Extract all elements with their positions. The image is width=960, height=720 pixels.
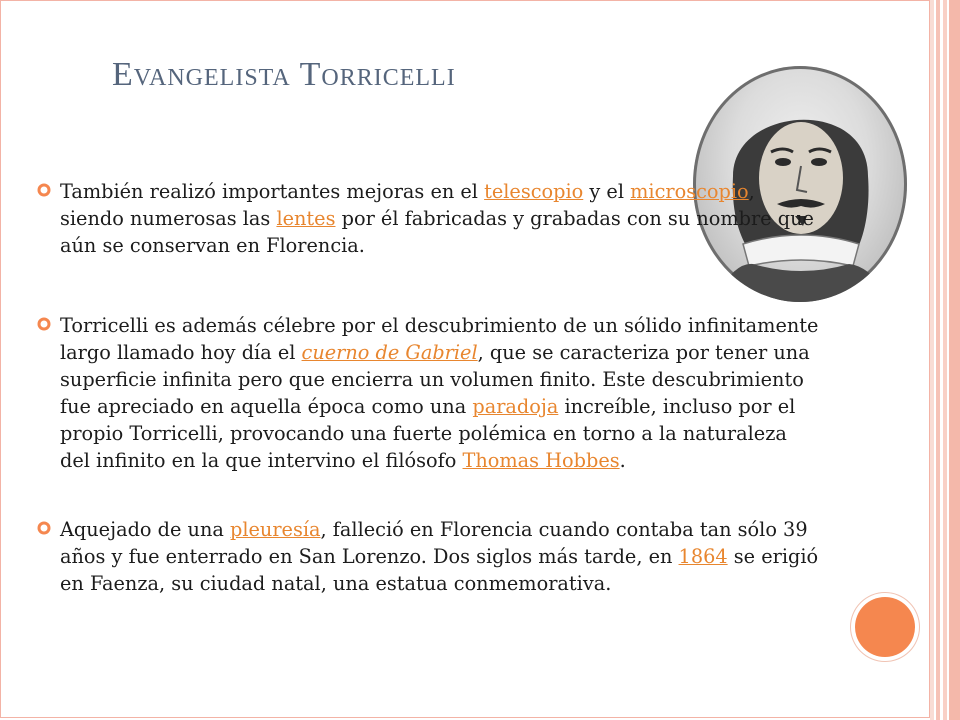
bullet-link[interactable]: lentes — [276, 207, 336, 230]
orange-ring-bullet-icon — [36, 316, 52, 332]
orange-ring-bullet-icon — [36, 182, 52, 198]
bullet-item — [60, 516, 820, 597]
bullet-text: se erigió en Faenza, su ciudad natal, una estatua conmemorativa. — [60, 545, 819, 595]
bullet-link[interactable]: telescopio — [484, 180, 584, 203]
bullet-text: También realizó importantes mejoras en el — [60, 180, 485, 203]
bullet-link[interactable]: paradoja — [472, 395, 559, 418]
orange-circle-decoration — [855, 597, 915, 657]
bullet-item — [60, 178, 820, 259]
bullet-link[interactable]: Thomas Hobbes — [462, 449, 620, 472]
slide-title: Evangelista Torricelli — [112, 56, 456, 93]
bullet-text: Torricelli es además célebre por el descubrimiento de un sólido infinitamente largo llamado hoy día el — [60, 314, 819, 364]
bullet-text: increíble, incluso por el propio Torricelli, provocando una fuerte polémica en torno a la naturaleza del infinito en la que intervino el filósofo — [60, 395, 796, 472]
bullet-link[interactable]: cuerno de Gabriel — [301, 341, 478, 364]
bullet-item — [60, 312, 820, 474]
bullet-text: , que se caracteriza por tener una superficie infinita pero que encierra un volumen finito. Este descubrimiento fue apreciado en aquella época como una — [60, 341, 810, 418]
right-stripes-decoration — [930, 0, 960, 720]
bullet-text: , falleció en Florencia cuando contaba tan sólo 39 años y fue enterrado en San Lorenzo. Dos siglos más tarde, en — [60, 518, 808, 568]
bullet-text: , siendo numerosas las — [60, 180, 755, 230]
bullet-text: y el — [583, 180, 631, 203]
bullet-link[interactable]: microscopio — [630, 180, 749, 203]
bullet-text: por él fabricadas y grabadas con su nombre que aún se conservan en Florencia. — [60, 207, 814, 257]
orange-ring-bullet-icon — [36, 520, 52, 536]
bullet-text: Aquejado de una — [60, 518, 230, 541]
bullet-link[interactable]: 1864 — [678, 545, 728, 568]
bullet-link[interactable]: pleuresía — [230, 518, 321, 541]
bullet-text: . — [619, 449, 626, 472]
